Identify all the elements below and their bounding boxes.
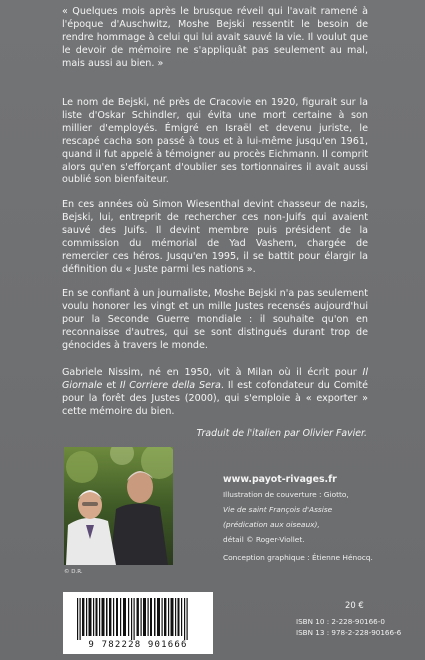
author-bio-text: Gabriele Nissim, né en 1950, vit à Milan où il écrit pour [62, 367, 363, 378]
quote-paragraph: « Quelques mois après le brusque réveil qui l'avait ramené à l'époque d'Auschwitz, Moshe Bejski ressentit le besoin de rendre hommage à celui qui lui avait sauvé la vie. Il voulut que le devoir de mémoire ne s'appliquât pas seulement au mal, mais aussi au bien. » [62, 6, 368, 69]
publisher-website[interactable]: www.payot-rivages.fr [223, 474, 337, 485]
photo-illustration [64, 447, 173, 565]
cover-credit-title: Vie de saint François d'Assise [223, 505, 333, 514]
price: 20 € [345, 600, 364, 610]
author-bio-paragraph [62, 367, 368, 419]
newspaper-giornale: Il Giornale [62, 367, 368, 391]
barcode [63, 592, 213, 654]
newspaper-corriere: Il Corriere della Sera [119, 379, 221, 391]
barcode-icon [73, 598, 203, 640]
justes-paragraph: En se confiant à un journaliste, Moshe Bejski n'a pas seulement voulu honorer les vingt et un mille Justes recensés aujourd'hui pour la Seconde Guerre mondiale : il souhaite qu'on en reconnaisse d'autres, qui se sont distingués durant trop de génocides à travers le monde. [62, 288, 368, 351]
photo-credit: © D.R. [64, 569, 83, 575]
isbn-13: ISBN 13 : 978-2-228-90166-6 [296, 628, 402, 637]
translator-credit: Traduit de l'italien par Olivier Favier. [196, 428, 367, 439]
author-bio-text: . Il est cofondateur du Comité pour la forêt des Justes (2000), qui s'emploie à « exporter » cette mémoire du bien. [62, 379, 369, 417]
cover-credit-subtitle: (prédication aux oiseaux), [223, 520, 320, 529]
author-bio-text: et [102, 379, 120, 391]
bejski-paragraph: Le nom de Bejski, né près de Cracovie en 1920, figurait sur la liste d'Oskar Schindler, qui évita une mort certaine à son millier d'employés. Émigré en Israël et devenu juriste, le rescapé cacha son passé à tous et à lui-même jusqu'en 1961, quand il fut appelé à témoigner au procès Eichmann. Il comprit alors qu'en s'efforçant d'oublier ses tortionnaires il avait aussi oublié son bienfaiteur. [62, 97, 368, 186]
cover-credit-copyright: détail © Roger-Viollet. [223, 535, 305, 544]
author-photo [64, 447, 173, 565]
cover-credit-line: Illustration de couverture : Giotto, [223, 490, 349, 499]
barcode-number: 9 782228 901666 [88, 640, 188, 650]
graphic-design-credit: Conception graphique : Étienne Hénocq. [223, 553, 373, 562]
isbn-10: ISBN 10 : 2-228-90166-0 [296, 617, 385, 626]
yad-vashem-paragraph: En ces années où Simon Wiesenthal devint chasseur de nazis, Bejski, lui, entreprit de rechercher ces non-Juifs qui avaient sauvé des Juifs. Il devint membre puis président de la commission du mémorial de Yad Vashem, chargée de remercier ces héros. Jusqu'en 1995, il se battit pour élargir la définition du « Juste parmi les nations ». [62, 199, 368, 275]
